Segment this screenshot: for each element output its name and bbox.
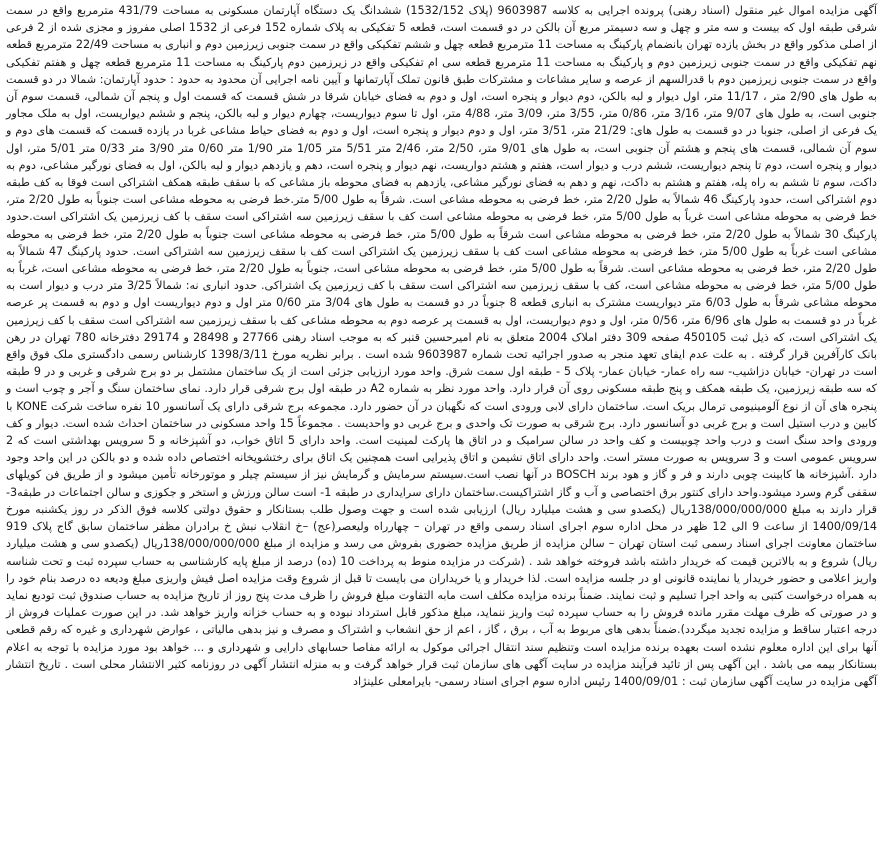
notice-body-text: آگهی مزایده اموال غیر منقول (اسناد رهنی) پرونده اجرایی به کلاسه 9603987 (پلاک 1532/152) ششدانگ یک دستگاه آپارتمان مسکونی به مساحت 431/79 مترمربع واقع در سمت شرقی طبقه اول که بیست و سه متر و چهل و سه دسیمتر مربع آن بالکن در دو قسمت است، قطعه 5 تفکیکی به پلاک شماره 152 فرعی از 1532 اصلی مفروز و مجزی شده از 2 فرعی از اصلی مذکور واقع در بخش یازده تهران بانضمام پارکینگ به مساحت 11 مترمربع قطعه چهل و ششم تفکیکی واقع در سمت جنوبی زیرزمین دوم و انباری به مساحت 22/49 مترمربع قطعه نهم تفکیکی واقع در سمت جنوبی زیرزمین دوم و پارکینگ به مساحت 11 مترمربع قطعه سی ام تفکیکی واقع در زیرزمین دوم پارکینگ به مساحت 11 مترمربع قطعه چهل و هفتم تفکیکی واقع در سمت جنوبی زیرزمین دوم با قدرالسهم از عرصه و سایر مشاعات و مشترکات طبق قانون تملک آپارتمانها و آیین نامه اجرایی آن محدود به حدود : حدود آپارتمان: شمالا در دو قسمت به طول های 2/90 متر ، 11/17 متر، اول دیوار و لبه بالکن، دوم دیوار و پنجره است، اول و دوم به فضای خیابان شرقا در شش قسمت که قسمت اول و پنجم آن شمالی، قسمت سوم آن جنوبی است، به طول های 9/07 متر، 3/16 متر، 0/86 متر، 3/55 متر، 3/09 متر، 4/88 متر، اول تا سوم دیواریست، چهارم دیوار و لبه بالکن، پنجم و ششم دیواریست، اول به ملک مجاور یک فرعی از اصلی، جنوبا در دو قسمت به طول های: 21/29 متر، 3/51 متر، اول و دوم دیوار و پنجره است، اول و دوم به فضای حیاط مشاعی غربا در یازده قسمت که قسمت های دوم و سوم آن شمالی، قسمت های پنجم و هشتم آن جنوبی است، به طول های 9/01 متر، 2/50 متر، 2/46 متر 5/51 متر 1/05 متر 1/90 متر 0/60 متر 3/90 متر 0/33 متر 5/01 متر، اول دیوار و پنجره است، دوم تا پنجم دیواریست، ششم درب و دیوار است، هفتم و هشتم دواریست، نهم دیوار و پنجره است، دهم و یازدهم دیوار و لبه بالکن، اول به فضای نورگیر مشاعی، دوم به داکت، سوم تا ششم به راه پله، هفتم و هشتم به داکت، نهم و دهم به فضای نورگیر مشاعی، یازدهم به فضای محوطه باز مشاعی که با سقف طبقه همکف اشتراکی است فوقا به کف طبقه دوم اشتراکی است، حدود پارکینگ 46 شمالاً به طول 2/20 متر، خط فرضی به محوطه مشاعی است. شرقاً به طول 5/00 متر.خط فرضی به محوطه مشاعی است جنوباً به طول 2/20 متر، خط فرضی به محوطه مشاعی است غرباً به طول 5/00 متر، خط فرضی به محوطه مشاعی است کف با سقف زیرزمین سه اشتراکی است سقف با کف زیرزمین یک اشتراکی است.حدود پارکینگ 30 شمالاً به طول 2/20 متر، خط فرضی به محوطه مشاعی است شرقاً به طول 5/00 متر، خط فرضی به محوطه مشاعی است جنوباً به طول 2/20 متر، خط فرضی به محوطه مشاعی است غرباً به طول 5/00 متر، خط فرضی به محوطه مشاعی است کف با سقف زیرزمین یک اشتراکی است کف با سقف زیرزمین سه اشتراکی است. حدود پارکینگ 47 شمالاً به طول 2/20 متر، خط فرضی به محوطه مشاعی است. شرقاً به طول 5/00 متر، خط فرضی به محوطه مشاعی است، جنوباً به طول 2/20 متر، خط فرضی به محوطه مشاعی است، غرباً به طول 5/00 متر، خط فرضی به محوطه مشاعی است، کف با سقف زیرزمین سه اشتراکی است سقف با کف زیرزمین یک اشتراکی. حدود انباری نه: شمالاً 3/25 متر درب و دیوار است به محوطه مشاعی شرقاً به طول 6/03 متر دیواریست مشترک به انباری قطعه 8 جنوباً در دو قسمت به طول های 3/04 متر 0/60 متر اول و دوم دیواریست اول و دوم به قسمت پر عرصه غرباً در دو قسمت به طول های 6/96 متر، 0/56 متر، اول و دوم دیواریست، اول به قسمت پر عرصه دوم به محوطه مشاعی کف با سقف زیرزمین سه اشتراکی است سقف با کف زیرزمین یک اشتراکی است، که ذیل ثبت 450105 صفحه 309 دفتر املاک 2004 متعلق به نام امیرحسین قنبر که به موجب اسناد رهنی 27766 و 28498 و 29174 دفترخانه 780 تهران در رهن بانک کارآفرین قرار گرفته . به علت عدم ایفای تعهد منجر به صدور اجرائیه تحت شماره 9603987 شده است . برابر نظریه مورخ 1398/3/11 کارشناس رسمی دادگستری ملک فوق واقع است در تهران- خیابان دزاشیب- سه راه عمار- خیابان عمار- پلاک 5 - طبقه اول سمت شرق. واحد مورد ارزیابی جزئی است از یک ساختمان مشتمل بر دو برج شرقی و غربی و در 9 طبقه که سه طبقه زیرزمین، یک طبقه همکف و پنج طبقه مسکونی روی آن قرار دارد. واحد مورد نظر به شماره A2 در طبقه اول برج شرقی قرار دارد. نمای ساختمان سنگ و آجر و چوب است و پنجره های آن از نوع آلومینیومی ترمال بریک است. ساختمان دارای لابی ورودی است که نگهبان در آن حضور دارد. مجموعه برج شرقی دارای یک آسانسور 10 نفره ساخت شرکت KONE با کابین و درب استیل است و برج غربی دو آسانسور دارد. برج شرقی به صورت تک واحدی و برج غربی دو واحدیست . مجموعاً 15 واحد مسکونی در ساختمان احداث شده است. دیوار و کف ورودی واحد سنگ است و درب واحد چوبیست و کف واحد در سالن سرامیک و در اتاق ها پارکت لمینیت است. واحد دارای 5 اتاق خواب، دو آشپزخانه و 5 سرویس بهداشتی است که 2 سرویس عمومی است و 3 سرویس به صورت مستر است. واحد دارای اتاق نشیمن و اتاق پذیرایی است همچنین یک اتاق برای رختشویخانه اختصاص داده شده و دو بالکن در این واحد وجود دارد .آشپزخانه ها کابینت چوبی دارند و فر و گاز و هود برند BOSCH در آنها نصب است.سیستم سرمایش و گرمایش نیز از سیستم چیلر و موتورخانه تأمین میشود و از طریق فن کویلهای سقفی گرم وسرد میشود.واحد دارای کنتور برق اختصاصی و آب و گاز اشتراکیست.ساختمان دارای سرایداری در طبقه 1- است سالن ورزش و استخر و جکوزی و سالن اجتماعات در طبقه3- قرار دارند به مبلغ 138/000/000/000ریال (یکصدو سی و هشت میلیارد ریال) ارزیابی شده است و جهت وصول طلب بستانکار و حقوق دولتی کلاسه فوق الذکر در روز یکشنبه مورخ 1400/09/14 از ساعت 9 الی 12 ظهر در محل اداره سوم اجرای اسناد رسمی واقع در تهران – چهارراه ولیعصر(عج) –خ انقلاب نبش خ برادران مظفر ساختمان سابق گاج پلاک 919 ساختمان معاونت اجرای اسناد رسمی ثبت استان تهران – سالن مزایده از طریق مزایده حضوری بفروش می رسد و مزایده از مبلغ 138/000/000/000ریال (یکصدو سی و هشت میلیارد ریال) شروع و به بالاترین قیمت که خریدار داشته باشد فروخته خواهد شد . (شرکت در مزایده منوط به پرداخت 10 (ده) درصد از مبلغ پایه کارشناسی به حساب سپرده ثبت و تحت شناسه واریز اعلامی و حضور خریدار یا نماینده قانونی او در جلسه مزایده است. لذا خریدار و یا خریداران می بایست تا قبل از شروع وقت مزایده اصل فیش واریزی مبلغ ودیعه ده درصد بنام خود را به همراه درخواست کتبی به واحد اجرا تسلیم و ثبت نمایند. ضمناً برنده مزایده مکلف است مابه التفاوت مبلغ فروش را ظرف مدت پنج روز از تاریخ مزایده به حساب صندوق ثبت تودیع نماید و در صورتی که ظرف مهلت مقرر مانده فروش را به حساب سپرده ثبت واریز ننماید، مبلغ مذکور قابل استرداد نبوده و به حساب خزانه واریز خواهد شد. در این صورت عملیات فروش از درجه اعتبار ساقط و مزایده تجدید میگردد).ضمناً بدهی های مربوط به آب ، برق ، گاز ، اعم از حق انشعاب و اشتراک و مصرف و نیز بدهی مالیاتی ، عوارض شهرداری و غیره که رقم قطعی آنها برای این اداره معلوم نشده است بعهده برنده مزایده است وتنظیم سند انتقال اجرائی موکول به ارائه مفاصا حسابهای دارایی و شهرداری و ... خواهد بود مورد مزایده با توجه به اعلام بستانکار بیمه می باشد . این آگهی پس از تائید فرآیند مزایده در سایت آگهی های سازمان ثبت قرار خواهد گرفت و به منزله انتشار آگهی در روزنامه کثیر الانتشار محلی است . تاریخ انتشار آگهی مزایده در سایت آگهی سازمان ثبت : 1400/09/01 رئیس اداره سوم اجرای اسناد رسمی- بایرامعلی علینژاد — [6, 4, 878, 688]
